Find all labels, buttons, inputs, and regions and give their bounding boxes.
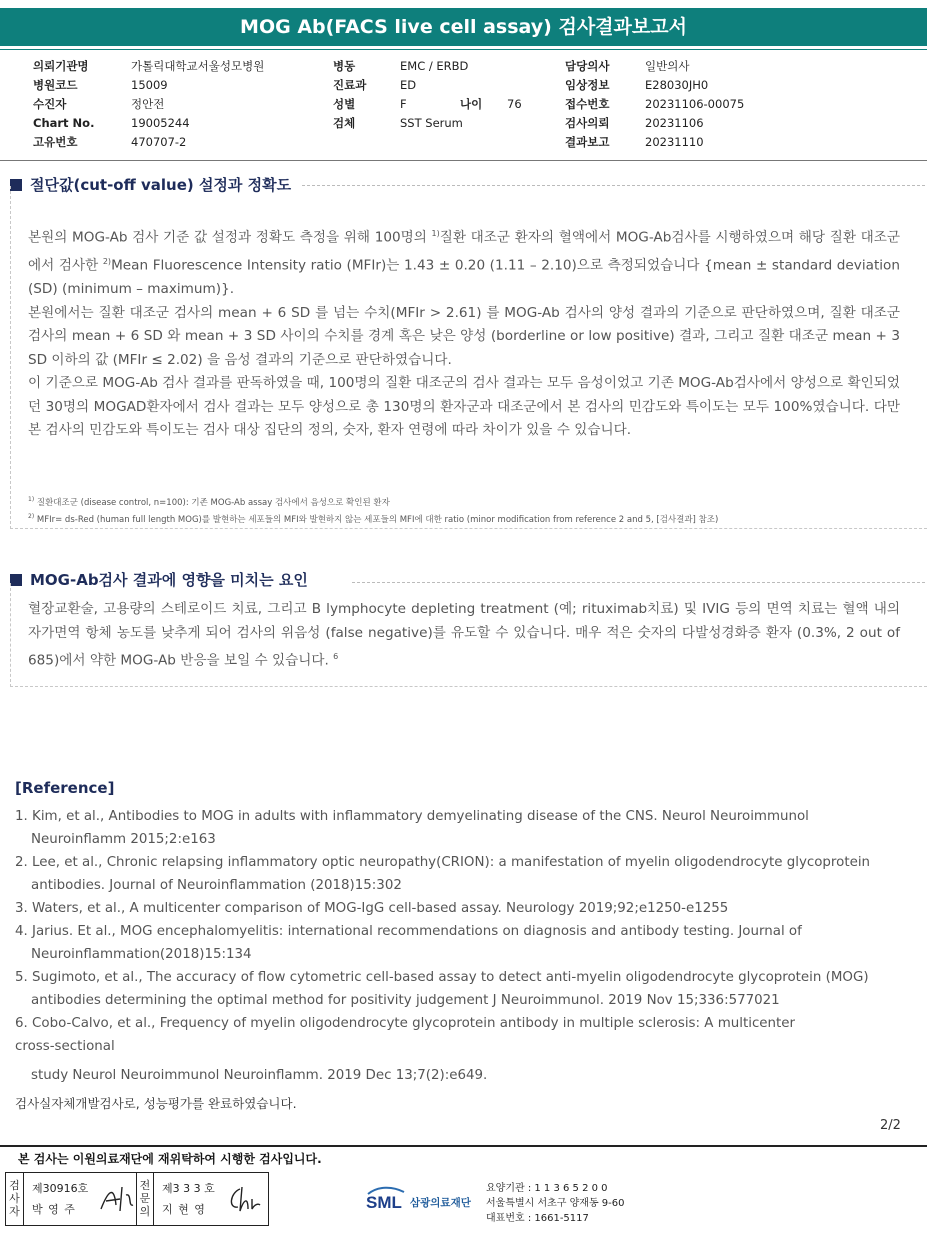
ref4-line2: Neuroinflammation(2018)15:134 [31,947,252,962]
label-clinical-info: 임상정보 [565,77,610,92]
sml-logo-text: SML [366,1193,402,1212]
sml-logo [366,1186,484,1220]
sig-id-specialist: 제3 3 3 호 [162,1182,215,1195]
section1-paragraph1 [28,222,900,302]
value-department: ED [400,77,417,92]
section2-paragraph: 혈장교환술, 고용량의 스테로이드 치료, 그리고 B lymphocyte depleting treatment (예; rituximab치료) 및 IVIG 등의 면역 치료는 혈액 내의 자가면역 항체 농도를 낮추게 되어 검사의 위음성 (false negative)를 유도할 수 있습니다. 매우 적은 숫자의 다발성경화증 환자 (0.3%, 2 out of 685)에서 약한 MOG-Ab 반응을 보일 수 있습니다. [28,601,900,669]
ref6-line2: cross-sectional [15,1039,115,1054]
org-license: 요양기관 : 1 1 3 6 5 2 0 0 [486,1183,608,1194]
ref6-line3: study Neurol Neuroimmunol Neuroinflamm. 2019 Dec 13;7(2):e649. [31,1068,488,1083]
section1-paragraph2: 본원에서는 질환 대조군 검사의 mean + 6 SD 를 넘는 수치(MFIr > 2.61) 를 MOG-Ab 검사의 양성 결과의 기준으로 판단하였으며, 질환 대조군 검사의 mean + 6 SD 와 mean + 3 SD 사이의 수치를 경계 혹은 낮은 양성 (borderline or low positive) 결과, 그리고 질환 대조군 mean + 3 SD 이하의 값 (MFIr ≤ 2.02) 을 음성 결과의 기준으로 판단하였습니다. [28,304,900,368]
value-unique-no: 470707-2 [131,134,187,149]
organization-info [486,1181,625,1226]
ref1-line1: 1. Kim, et al., Antibodies to MOG in adults with inflammatory demyelinating disease of the CNS. Neurol Neuroimmunol [15,809,809,824]
label-unique-no: 고유번호 [33,134,78,149]
footnote1: 질환대조군 (disease control, n=100): 기존 MOG-Ab assay 검사에서 음성으로 확인된 환자 [36,497,390,508]
reference-title: [Reference] [15,779,115,797]
report-title: MOG Ab(FACS live cell assay) 검사결과보고서 [0,8,927,46]
value-chart-no: 19005244 [131,115,190,130]
outsourcing-notice: 본 검사는 이원의료재단에 재위탁하여 시행한 검사입니다. [18,1152,322,1166]
value-specimen: SST Serum [400,115,463,130]
org-phone: 대표번호 : 1661-5117 [486,1213,589,1224]
ref4-line1: 4. Jarius. Et al., MOG encephalomyelitis: international recommendations on diagnosis and antibody testing. Journal of [15,924,802,939]
label-ward: 병동 [333,58,356,73]
value-patient: 정안전 [131,96,165,111]
value-receipt-no: 20231106-00075 [645,96,745,111]
value-institution: 가톨릭대학교서울성모병원 [131,58,265,73]
ref2-line2: antibodies. Journal of Neuroinflammation (2018)15:302 [31,878,402,893]
ref1-line2: Neuroinflamm 2015;2:e163 [31,832,216,847]
reference-item-5 [15,966,915,1012]
signature-box [5,1172,269,1226]
footnote2-mark: 2) [28,512,35,520]
label-specimen: 검체 [333,115,356,130]
info-col2 [333,56,522,132]
info-col3 [565,56,744,151]
page-number: 2/2 [880,1118,901,1133]
signature-icon [98,1181,136,1215]
reference-item-1 [15,805,915,851]
s1p1-a: 본원의 MOG-Ab 검사 기준 값 설정과 정확도 측정을 위해 100명의 [28,229,432,246]
footnote2: MFIr= ds-Red (human full length MOG)를 발현하는 세포들의 MFI와 발현하지 않는 세포들의 MFI에 대한 ratio (minor modification from reference 2 and 5, [검사결과] 참조) [36,514,719,525]
label-department: 진료과 [333,77,367,92]
footer-divider [0,1145,927,1147]
s1p1-sup1: 1) [431,229,440,238]
value-sex: F [400,96,407,111]
ref3-line1: 3. Waters, et al., A multicenter comparison of MOG-IgG cell-based assay. Neurology 2019;92;e1250-e1255 [15,901,729,916]
section2-title-text: MOG-Ab검사 결과에 영향을 미치는 요인 [30,571,308,589]
sig-name-specialist: 지 현 영 [162,1203,206,1216]
reference-item-4 [15,920,915,966]
sig-name-examiner: 박 영 주 [32,1203,76,1216]
value-ward: EMC / ERBD [400,58,469,73]
section2-body [28,598,900,673]
value-hospital-code: 15009 [131,77,168,92]
s1p1-c: Mean Fluorescence Intensity ratio (MFIr)는 1.43 ± 0.20 (1.11 – 2.10)으로 측정되었습니다 {mean ± standard deviation (SD) (minimum – maximum)}. [28,257,900,298]
value-clinical-info: E28030JH0 [645,77,709,92]
s1p1-sup2: 2) [102,257,112,267]
sig-id-examiner: 제30916호 [32,1182,89,1195]
sig-label-examiner-text: 검사자 [9,1179,20,1218]
reference-item-6 [15,1012,915,1087]
section1-title-text: 절단값(cut-off value) 설정과 정확도 [30,176,292,194]
s1p1-b: 질환 대조군 환자의 혈액에서 MOG-Ab검사를 시행하였으며 해당 질환 대조군에서 검사한 [28,229,900,274]
value-request-date: 20231106 [645,115,704,130]
sml-logo-icon [366,1186,484,1216]
info-col1 [33,56,264,151]
value-doctor: 일반의사 [645,58,690,73]
signature-icon [226,1183,262,1215]
footnote1-mark: 1) [28,496,35,503]
label-hospital-code: 병원코드 [33,77,78,92]
ref6-line1: 6. Cobo-Calvo, et al., Frequency of myelin oligodendrocyte glycoprotein antibody in multiple sclerosis: A multicenter [15,1016,796,1031]
sig-label-examiner [6,1173,24,1225]
section1-body [28,222,900,443]
section1-footnotes [28,493,718,527]
section2-sup: 6 [333,652,339,661]
ref5-line1: 5. Sugimoto, et al., The accuracy of flow cytometric cell-based assay to detect anti-myelin oligodendrocyte glycoprotein (MOG) [15,970,869,985]
validation-note: 검사실자체개발검사로, 성능평가를 완료하였습니다. [15,1096,297,1111]
ref5-line2: antibodies determining the optimal method for positivity judgement J Neuroimmunol. 2019 Nov 15;336:577021 [31,993,780,1008]
org-address: 서울특별시 서초구 양재동 9-60 [486,1198,625,1209]
section1-paragraph3: 이 기준으로 MOG-Ab 검사 결과를 판독하였을 때, 100명의 질환 대조군의 검사 결과는 모두 음성이었고 기존 MOG-Ab검사에서 양성으로 확인되었던 30명의 MOGAD환자에서 검사 결과는 모두 양성으로 총 130명의 환자군과 대조군에서 본 검사의 민감도와 특이도는 모두 100%였습니다. 다만 본 검사의 민감도와 특이도는 검사 대상 집단의 정의, 숫자, 환자 연령에 따라 차이가 있을 수 있습니다. [28,375,900,439]
label-doctor: 담당의사 [565,58,610,73]
label-request-date: 검사의뢰 [565,115,610,130]
reference-item-2 [15,851,915,897]
info-divider [0,160,927,161]
reference-list [15,805,915,1087]
sml-logo-name: 삼광의료재단 [410,1197,471,1209]
sig-label-specialist [136,1173,154,1225]
value-report-date: 20231110 [645,134,704,149]
label-chart-no: Chart No. [33,115,95,130]
label-report-date: 결과보고 [565,134,610,149]
value-age: 76 [507,96,522,111]
reference-item-3 [15,897,915,920]
label-receipt-no: 접수번호 [565,96,610,111]
label-age: 나이 [460,96,483,111]
label-institution: 의뢰기관명 [33,58,89,73]
sig-label-specialist-text: 전문의 [139,1179,151,1218]
label-sex: 성별 [333,96,356,111]
ref2-line1: 2. Lee, et al., Chronic relapsing inflammatory optic neuropathy(CRION): a manifestation of myelin oligodendrocyte glycoprotein [15,855,871,870]
label-patient: 수진자 [33,96,67,111]
